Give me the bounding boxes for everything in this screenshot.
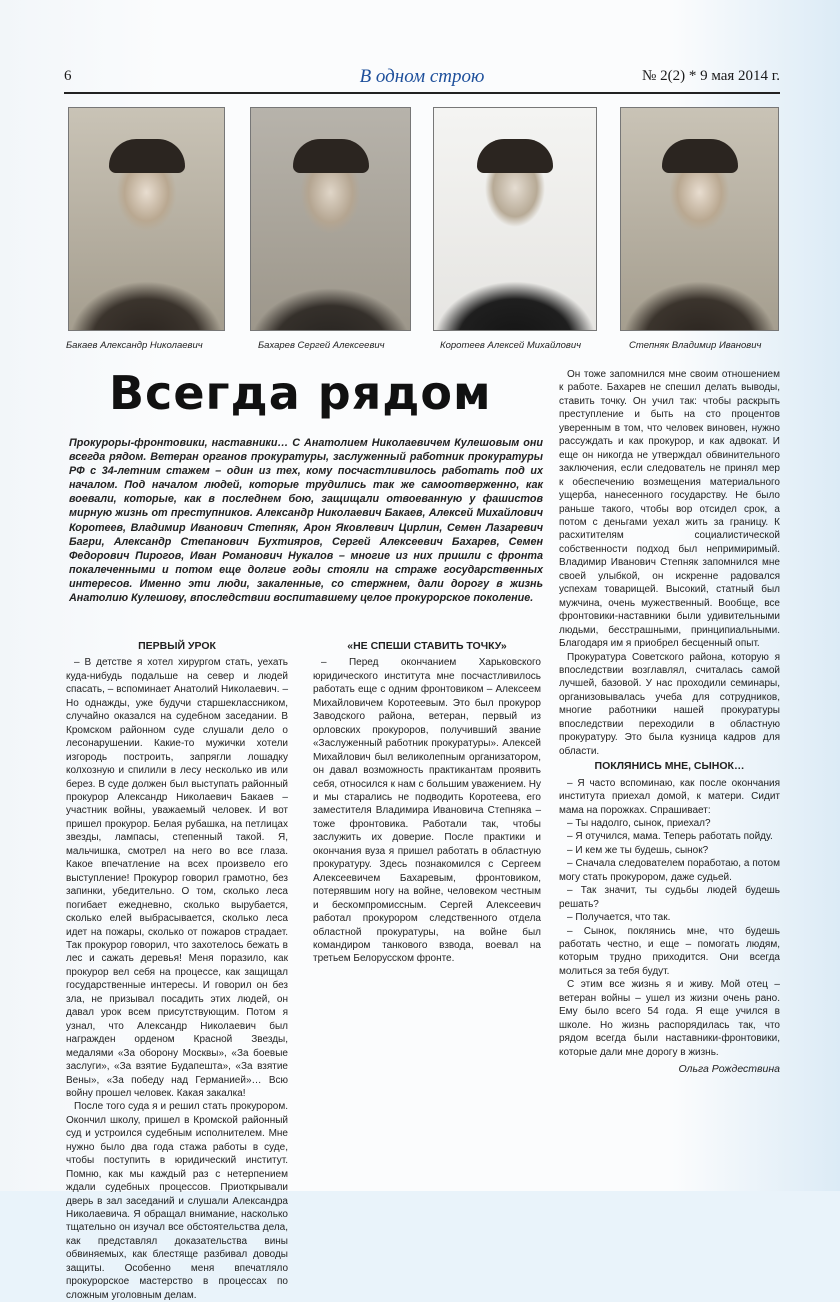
photo-caption: Коротеев Алексей Михайлович (440, 340, 582, 351)
portrait-photo (250, 107, 411, 331)
newspaper-title: В одном строю (359, 66, 485, 87)
paragraph: – Сначала следователем поработаю, а потом могу стать прокурором, даже судьей. (559, 858, 780, 883)
photo-caption: Степняк Владимир Иванович (629, 340, 762, 351)
paragraph: После того суда я и решил стать прокурором. Окончил школу, пришел в Кромской районный суд и устроился судебным исполнителем. Мне нужно было два года стажа работы в суде, чтобы поступить в юридический институт. Помню, как мы каждый раз с нетерпением ждали судебных процессов. Приоткрывали дверь в зал заседаний и слушали Александра Николаевича. Я обращал внимание, насколько тщательно он изучал все обстоятельства дела, как представлял доказательства вины обвиняемых, как блестяще разбивал доводы защиты. Особенно меня впечатляло прокурорское мастерство в процессах по сложным уголовным делам. (66, 1101, 288, 1301)
paragraph: – Так значит, ты судьбы людей будешь решать? (559, 885, 780, 910)
author-signature: Ольга Рождествина (678, 1063, 780, 1076)
paragraph: Он тоже запомнился мне своим отношением к работе. Бахарев не спешил делать выводы, ставить точку. Он учил так: чтобы раскрыть преступление и быть на сто процентов уверенным в том, что человек виновен, нужно рассуждать и как прокурор, и как адвокат. И еще он никогда не утверждал обвинительного заключения, если следователь не принял мер к обеспечению возмещения материального ущерба, нанесенного государству. Не было раньше такого, чтобы вор отсидел срок, а потом с деньгами уехал жить за границу. К расхитителям социалистической собственности подход был непримиримый. Владимир Иванович Степняк запомнился мне своей улыбкой, он искренне радовался успехам товарищей. Высокий, статный был мужчина, очень мужественный. Вообще, все фронтовики-наставники были удивительными людьми, бесстрашными, принципиальными. Благодаря им я приобрел бесценный опыт. (559, 369, 780, 650)
article-column (66, 638, 288, 1302)
paragraph: – И кем же ты будешь, сынок? (567, 844, 709, 856)
paragraph: – В детстве я хотел хирургом стать, уехать куда-нибудь подальше на север и людей спасать, – вспоминает Анатолий Николаевич. – Но однажды, уже будучи старшеклассником, случайно оказался на судебном заседании. В Кромском районном суде слушали дело о лесонарушении. Какие-то мужички хотели изгородь построить, запрягли лошадку колхозную и спилили в лесу несколько ив или берез. В суде должен был выступать районный прокурор Александр Николаевич Бакаев – участник войны, уважаемый человек. И вот пришел прокурор. Белая рубашка, на петлицах звезды, лампасы, степенный такой. Я, мальчишка, смотрел на него во все глаза. Какое впечатление на всех произвело его выступление! Прокурор говорил грамотно, без запинки, убедительно. О том, сколько леса погибает ежедневно, сколько вырубается, сколько елей выбрасывается, сколько леса идет на пожары, сколько от пожаров страдает. Так прокурор говорил, что захотелось бежать в лес и сажать деревья! Меня поразило, как прокурор вел себя на процессе, как защищал государственные интересы. И говорил он без зла, не призывал посадить этих людей, он давал урок всем присутствующим. Потом я узнал, что Александр Николаевич был награжден орденом Красной Звезды, медалями «За оборону Москвы», «За боевые заслуги», «За взятие Будапешта», «За взятие Вены», «За победу над Германией»… Всю войну прошел человек. Какая закалка! (66, 657, 288, 1099)
portrait-photo (68, 107, 225, 331)
header-rule (64, 92, 780, 94)
paragraph: С этим все жизнь я и живу. Мой отец – ветеран войны – ушел из жизни очень рано. Ему было всего 54 года. Я еще учился в школе. Но жизнь распорядилась так, что рядом всегда были наставники-фронтовики, которые дали мне дорогу в жизнь. (559, 979, 780, 1058)
paragraph: – Я часто вспоминаю, как после окончания института приехал домой, к матери. Сидит мама на порожках. Спрашивает: (559, 777, 780, 816)
paragraph: Прокуратура Советского района, которую я впоследствии возглавлял, считалась самой лучшей, базовой. У нас проходили семинары, организовывалась учеба для сотрудников, многие работники нашей прокуратуры впоследствии переходили в областную прокуратуру. Это была кузница кадров для области. (559, 651, 780, 757)
paragraph: – Получается, что так. (567, 912, 671, 924)
page-number: 6 (64, 68, 72, 84)
article-intro: Прокуроры-фронтовики, наставники… С Анатолием Николаевичем Кулешовым они всегда рядом. Ветеран органов прокуратуры, заслуженный работник прокуратуры РФ с 34-летним стажем – один из тех, кому посчастливилось работать под их началом. Под началом людей, которые трудились так же самоотверженно, как воевали, которые, как в последнем бою, защищали отвоеванную у фашистов мирную жизнь от преступников. Александр Николаевич Бакаев, Алексей Михайлович Коротеев, Владимир Иванович Степняк, Арон Яковлевич Цирлин, Семен Лазаревич Багри, Александр Степанович Бухтияров, Сергей Алексеевич Бахарев, Семен Федорович Пирогов, Иван Романович Нукалов – многие из них пришли с фронта покалеченными и потом еще долгие годы стояли на страже государственных интересов. Именно эти люди, закаленные, со стержнем, дали дорогу в жизнь Анатолию Кулешову, впоследствии воспитавшему целое прокурорское поколение. (69, 437, 543, 605)
section-heading: ПОКЛЯНИСЬ МНЕ, СЫНОК… (594, 760, 745, 773)
paragraph: – Я отучился, мама. Теперь работать пойду. (567, 831, 773, 843)
section-heading: ПЕРВЫЙ УРОК (138, 640, 216, 652)
article-column (559, 368, 780, 1077)
paragraph: – Ты надолго, сынок, приехал? (567, 817, 711, 829)
photo-caption: Бакаев Александр Николаевич (66, 340, 203, 351)
article-column (313, 638, 541, 966)
paragraph: – Перед окончанием Харьковского юридического института мне посчастливилось работать еще с одним фронтовиком – Алексеем Михайловичем Коротеевым. Это был прокурор Заводского района, ветеран, первый из орловских прокуроров, получивший звание «Заслуженный работник прокуратуры». Алексей Михайлович был великолепным организатором, он давал возможность практикантам проявить себя, относился к нам с большим уважением. Ну и мы старались не подводить Коротеева, его заместителя Владимира Ивановича Степняка – тоже фронтовика. Работали так, чтобы заслужить их доверие. После практики и окончания вуза я пришел работать в областную прокуратуру. Здесь познакомился с Сергеем Алексеевичем Бахаревым, фронтовиком, потерявшим ногу на войне, человеком честным и бескомпромиссным. Сергей Алексеевич работал прокурором следственного отдела областной прокуратуры, на войне был командиром танкового взвода, воевал на третьем Белорусском фронте. (313, 657, 541, 965)
paragraph: – Сынок, поклянись мне, что будешь работать честно, и еще – помогать людям, которым трудно приходится. Они всегда молиться за тебя будут. (559, 925, 780, 977)
photo-caption: Бахарев Сергей Алексеевич (258, 340, 385, 351)
issue-info: № 2(2) * 9 мая 2014 г. (642, 68, 780, 84)
page-header (64, 66, 780, 92)
portrait-photo (433, 107, 597, 331)
article-headline: Всегда рядом (109, 366, 492, 420)
portrait-photo (620, 107, 779, 331)
section-heading: «НЕ СПЕШИ СТАВИТЬ ТОЧКУ» (347, 640, 507, 652)
